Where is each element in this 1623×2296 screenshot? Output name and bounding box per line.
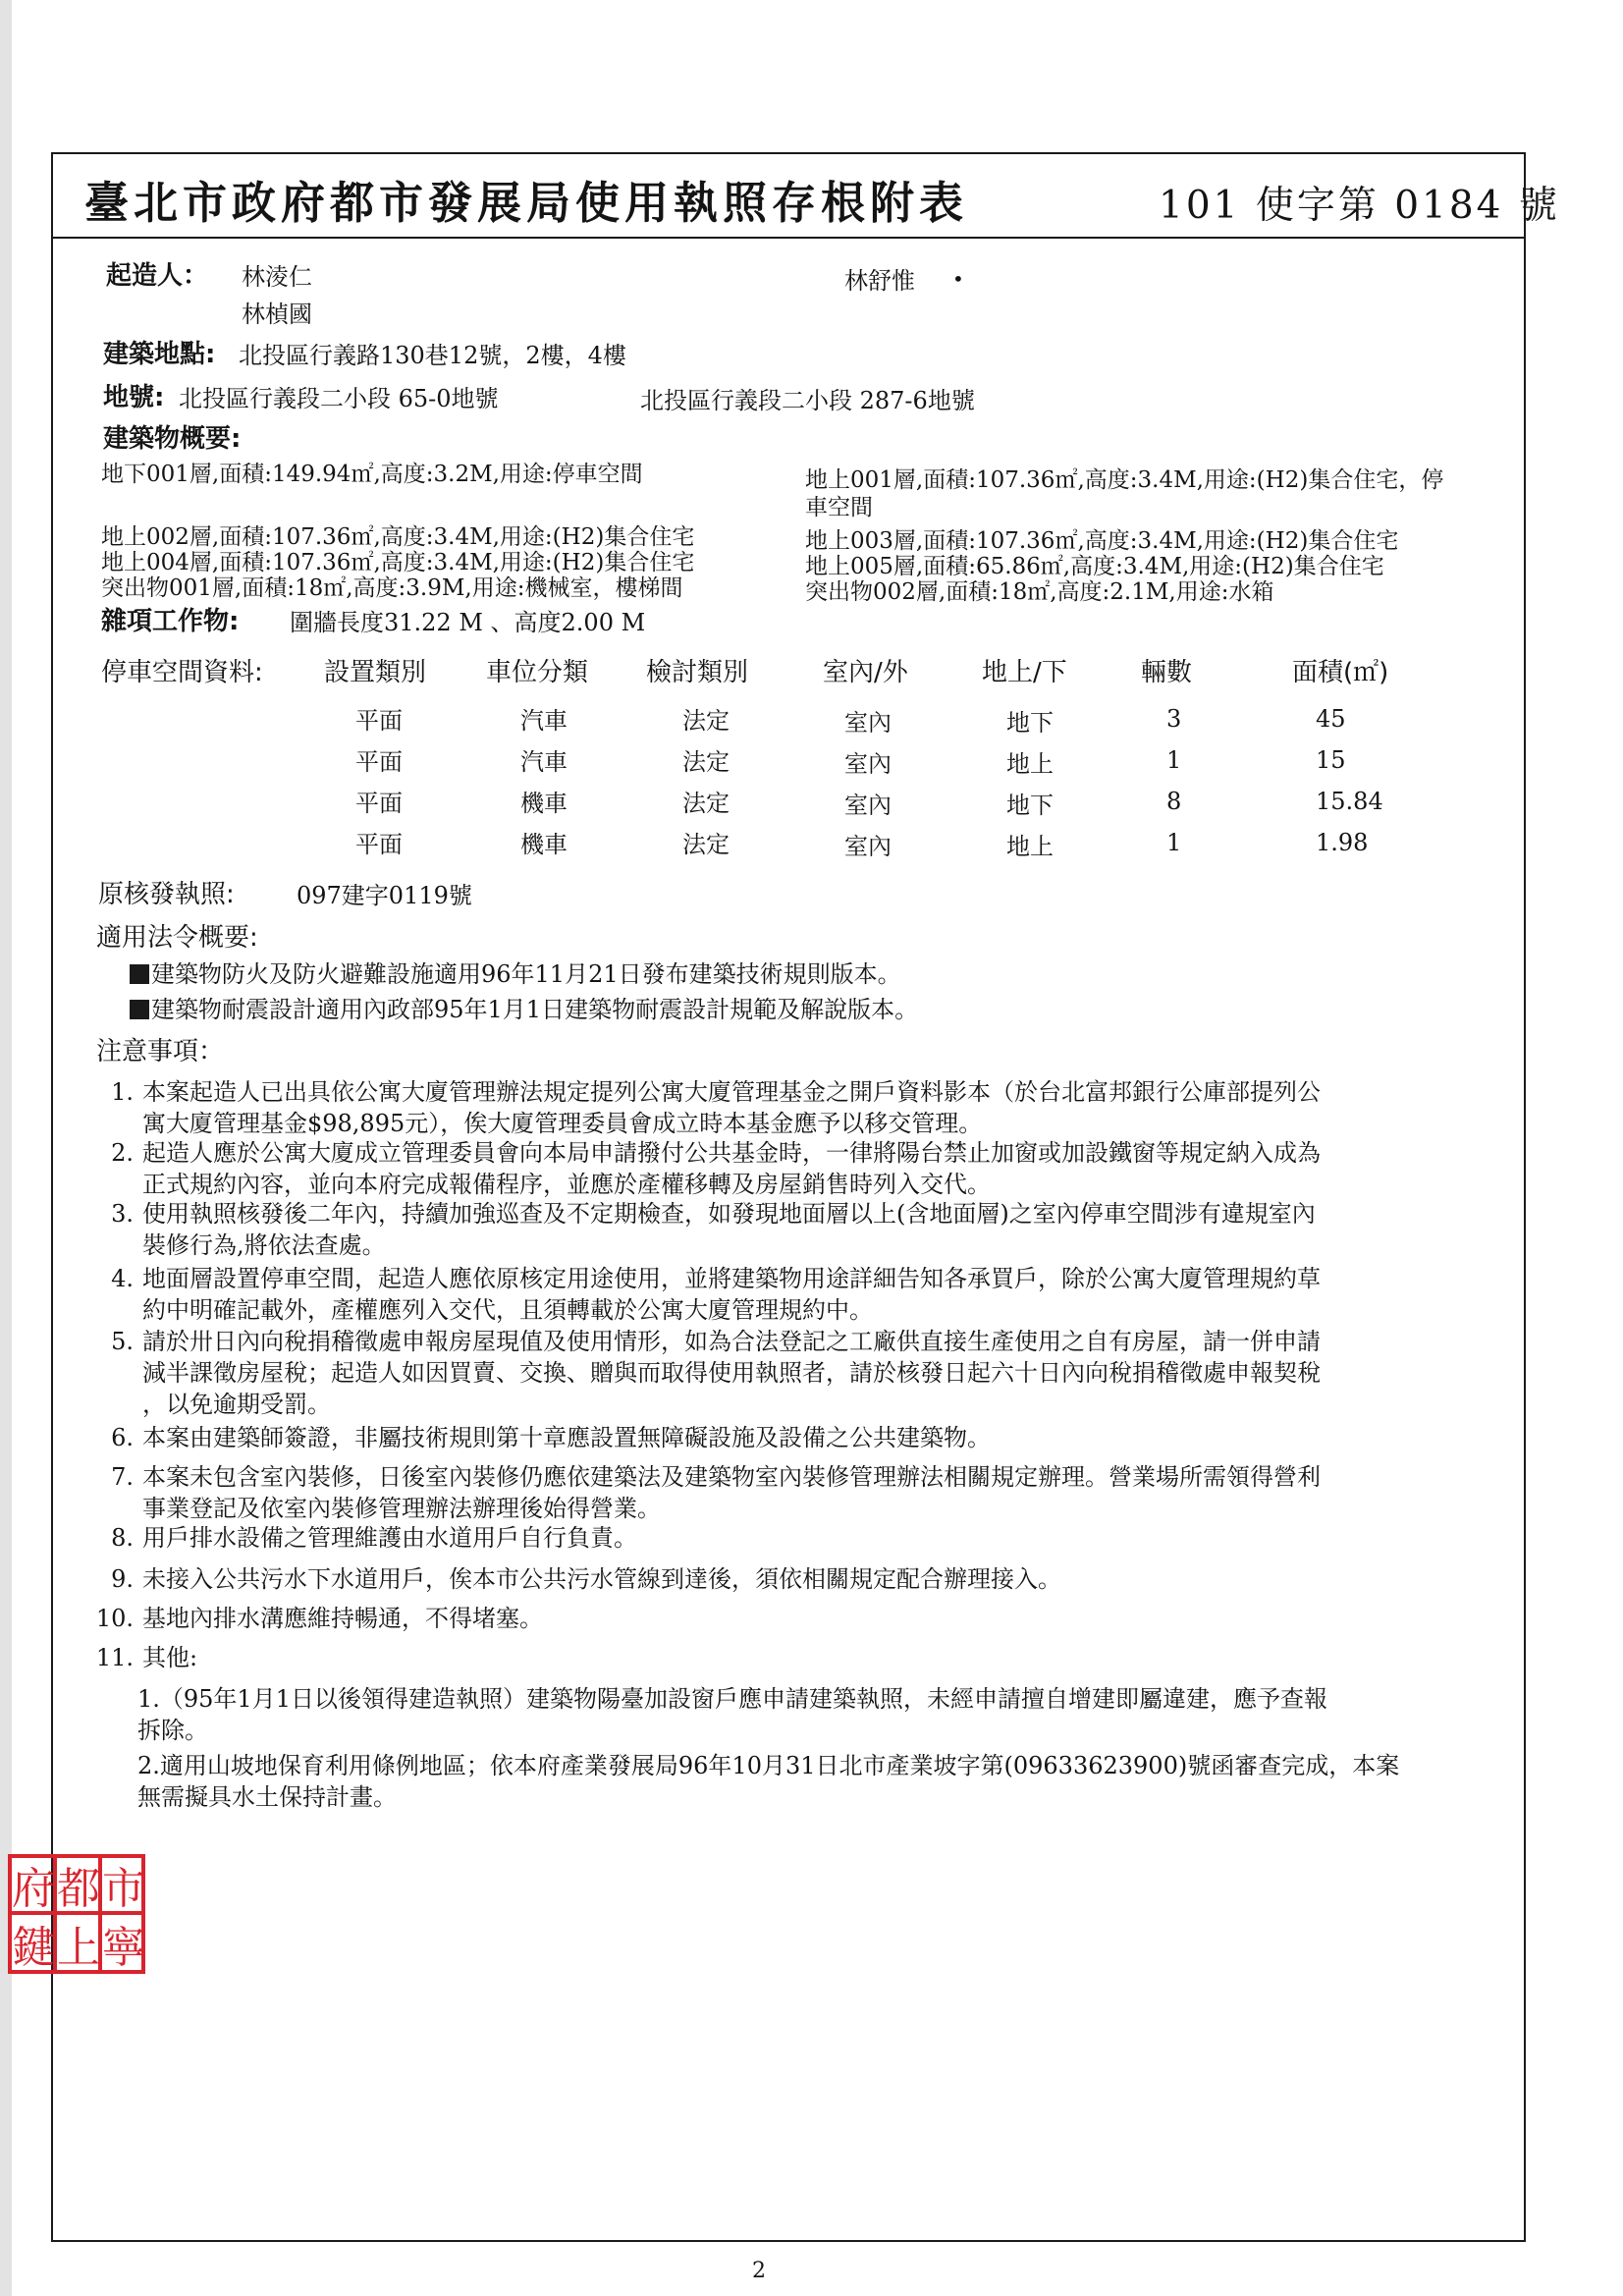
parking-cell: 15.84 <box>1316 788 1383 815</box>
parking-cell: 機車 <box>520 831 568 858</box>
original-permit-value: 097建字0119號 <box>297 882 472 909</box>
note-line: 減半課徵房屋稅；起造人如因買賣、交換、贈與而取得使用執照者，請於核發日起六十日內向稅捐稽徵處申報契稅 <box>142 1359 1321 1387</box>
note-line: 未接入公共污水下水道用戶，俟本市公共污水管線到達後，須依相關規定配合辦理接入。 <box>142 1565 1061 1593</box>
builders-label: 起造人： <box>106 261 209 291</box>
address-value: 北投區行義路130巷12號，2樓，4樓 <box>239 342 626 369</box>
parking-header: 室內/外 <box>823 658 908 687</box>
parking-cell: 1 <box>1166 829 1182 856</box>
parking-cell: 室內 <box>844 792 892 819</box>
parking-header: 面積(㎡) <box>1292 658 1389 687</box>
note-text <box>142 1603 1527 1634</box>
parking-cell: 室內 <box>844 833 892 860</box>
note-number: 2. <box>111 1139 134 1167</box>
parking-header: 地上/下 <box>982 658 1067 687</box>
note-number: 5. <box>111 1328 134 1355</box>
parking-header: 輛數 <box>1141 658 1193 687</box>
note-number: 9. <box>111 1565 134 1593</box>
floor-entry: 地下001層,面積:149.94㎡,高度:3.2M,用途:停車空間 <box>101 462 643 487</box>
note-line: 本案未包含室內裝修，日後室內裝修仍應依建築法及建築物室內裝修管理辦法相關規定辦理。營業場所需領得營利 <box>142 1463 1321 1491</box>
parking-cell: 1.98 <box>1316 829 1369 856</box>
official-seal-icon <box>2 1850 147 1978</box>
address-label: 建築地點: <box>103 340 216 369</box>
parking-cell: 地上 <box>1006 833 1054 860</box>
parking-cell: 平面 <box>355 748 403 776</box>
note-line: 寓大廈管理基金$98,895元），俟大廈管理委員會成立時本基金應予以移交管理。 <box>142 1110 983 1137</box>
floor-entry: 地上002層,面積:107.36㎡,高度:3.4M,用途:(H2)集合住宅 <box>101 524 695 550</box>
note-line: 用戶排水設備之管理維護由水道用戶自行負責。 <box>142 1524 637 1552</box>
note-line: 本案由建築師簽證，非屬技術規則第十章應設置無障礙設施及設備之公共建築物。 <box>142 1424 991 1451</box>
note-text <box>142 1198 1527 1261</box>
regulation-text: 建築物耐震設計適用內政部95年1月1日建築物耐震設計規範及解說版本。 <box>151 996 919 1023</box>
floor-entry: 地上005層,面積:65.86㎡,高度:3.4M,用途:(H2)集合住宅 <box>805 554 1384 579</box>
parking-header: 車位分類 <box>486 658 589 687</box>
floor-entry: 地上001層,面積:107.36㎡,高度:3.4M,用途:(H2)集合住宅，停 <box>805 467 1444 493</box>
note-text <box>142 1137 1527 1200</box>
original-permit-label: 原核發執照: <box>98 880 235 909</box>
parking-cell: 法定 <box>682 707 730 735</box>
note-line: 事業登記及依室內裝修管理辦法辦理後始得營業。 <box>142 1495 661 1522</box>
lot-number: 北投區行義段二小段 65-0地號 <box>179 385 499 412</box>
parking-cell: 平面 <box>355 707 403 735</box>
parking-cell: 平面 <box>355 790 403 817</box>
note-line: 2.適用山坡地保育利用條例地區；依本府產業發展局96年10月31日北市產業坡字第(09633623900)號函審查完成，本案 <box>137 1752 1400 1779</box>
bullet-square-icon <box>130 964 149 984</box>
floor-entry: 突出物002層,面積:18㎡,高度:2.1M,用途:水箱 <box>805 579 1274 605</box>
permit-number: 101 使字第 0184 號 <box>1159 184 1560 228</box>
svg-text:寧: 寧 <box>102 1923 145 1973</box>
note-line: 約中明確記載外，產權應列入交代，且須轉載於公寓大廈管理規約中。 <box>142 1296 873 1324</box>
note-line: 地面層設置停車空間，起造人應依原核定用途使用，並將建築物用途詳細告知各承買戶，除於公寓大廈管理規約草 <box>142 1265 1321 1292</box>
note-number: 8. <box>111 1524 134 1552</box>
floor-entry: 突出物001層,面積:18㎡,高度:3.9M,用途:機械室，樓梯間 <box>101 575 683 601</box>
floor-entry: 地上004層,面積:107.36㎡,高度:3.4M,用途:(H2)集合住宅 <box>101 550 695 575</box>
parking-cell: 8 <box>1166 788 1182 815</box>
parking-cell: 1 <box>1166 746 1182 774</box>
note-text <box>142 1422 1527 1453</box>
parking-cell: 法定 <box>682 831 730 858</box>
regulation-text: 建築物防火及防火避難設施適用96年11月21日發布建築技術規則版本。 <box>151 960 901 988</box>
note-number: 7. <box>111 1463 134 1491</box>
misc-works-value: 圍牆長度31.22 M 、高度2.00 M <box>290 609 646 636</box>
note-text <box>142 1263 1527 1326</box>
note-number: 6. <box>111 1424 134 1451</box>
floor-entry: 地上003層,面積:107.36㎡,高度:3.4M,用途:(H2)集合住宅 <box>805 528 1399 554</box>
parking-cell: 室內 <box>844 750 892 778</box>
parking-cell: 15 <box>1316 746 1346 774</box>
regulations-label: 適用法令概要: <box>96 923 258 953</box>
note-line: ，以免逾期受罰。 <box>142 1391 331 1418</box>
other-note <box>137 1683 1522 1746</box>
note-text <box>142 1563 1527 1595</box>
note-text <box>142 1642 1527 1673</box>
note-line: 基地內排水溝應維持暢通，不得堵塞。 <box>142 1605 543 1632</box>
note-text <box>142 1326 1527 1420</box>
document-title: 臺北市政府都市發展局使用執照存根附表 <box>84 177 969 229</box>
regulation-item <box>130 955 901 989</box>
svg-text:都: 都 <box>57 1864 100 1914</box>
note-number: 10. <box>95 1605 134 1632</box>
parking-cell: 汽車 <box>520 707 568 735</box>
parking-cell: 3 <box>1166 705 1182 733</box>
note-line: 其他: <box>142 1644 198 1671</box>
floor-entry: 車空間 <box>805 495 873 520</box>
parking-cell: 地下 <box>1006 709 1054 737</box>
other-note <box>137 1750 1522 1813</box>
bullet-square-icon <box>130 1000 149 1019</box>
parking-header: 檢討類別 <box>646 658 749 687</box>
builder-name: 林楨國 <box>242 301 312 328</box>
parking-cell: 平面 <box>355 831 403 858</box>
svg-text:市: 市 <box>102 1864 145 1914</box>
notes-label: 注意事項： <box>96 1037 225 1066</box>
note-text <box>142 1076 1527 1139</box>
page-number: 2 <box>752 2259 766 2283</box>
parking-label: 停車空間資料: <box>101 658 263 687</box>
lot-number: 北投區行義段二小段 287-6地號 <box>640 387 975 414</box>
parking-cell: 室內 <box>844 709 892 737</box>
note-number: 1. <box>111 1078 134 1106</box>
note-line: 本案起造人已出具依公寓大廈管理辦法規定提列公寓大廈管理基金之開戶資料影本（於台北富邦銀行公庫部提列公 <box>142 1078 1321 1106</box>
parking-cell: 地下 <box>1006 792 1054 819</box>
note-line: 拆除。 <box>137 1717 208 1744</box>
parking-header: 設置類別 <box>324 658 427 687</box>
note-text <box>142 1522 1527 1554</box>
note-line: 正式規約內容，並向本府完成報備程序，並應於產權移轉及房屋銷售時列入交代。 <box>142 1171 991 1198</box>
note-text <box>142 1461 1527 1524</box>
svg-text:鍵: 鍵 <box>12 1923 55 1973</box>
lot-label: 地號: <box>103 383 165 412</box>
svg-text:府: 府 <box>12 1864 55 1914</box>
parking-cell: 機車 <box>520 790 568 817</box>
note-line: 1.（95年1月1日以後領得建造執照）建築物陽臺加設窗戶應申請建築執照，未經申請擅自增建即屬違建，應予查報 <box>137 1685 1327 1713</box>
note-number: 3. <box>111 1200 134 1228</box>
parking-cell: 地上 <box>1006 750 1054 778</box>
note-line: 無需擬具水土保持計畫。 <box>137 1783 397 1811</box>
builder-mark: • <box>952 267 964 291</box>
svg-text:上: 上 <box>57 1923 100 1973</box>
parking-cell: 法定 <box>682 748 730 776</box>
note-line: 使用執照核發後二年內，持續加強巡查及不定期檢查，如發現地面層以上(含地面層)之室內停車空間涉有違規室內 <box>142 1200 1316 1228</box>
overview-label: 建築物概要: <box>103 424 242 454</box>
builder-name: 林淩仁 <box>242 263 312 291</box>
note-line: 起造人應於公寓大廈成立管理委員會向本局申請撥付公共基金時，一律將陽台禁止加窗或加設鐵窗等規定納入成為 <box>142 1139 1321 1167</box>
builder-name: 林舒惟 <box>844 267 915 295</box>
note-line: 裝修行為,將依法查處。 <box>142 1231 386 1259</box>
note-number: 11. <box>95 1644 134 1671</box>
note-line: 請於卅日內向稅捐稽徵處申報房屋現值及使用情形，如為合法登記之工廠供直接生產使用之自有房屋，請一併申請 <box>142 1328 1321 1355</box>
note-number: 4. <box>111 1265 134 1292</box>
parking-cell: 汽車 <box>520 748 568 776</box>
misc-works-label: 雜項工作物: <box>101 607 240 636</box>
parking-cell: 法定 <box>682 790 730 817</box>
regulation-item <box>130 990 918 1024</box>
parking-cell: 45 <box>1316 705 1346 733</box>
